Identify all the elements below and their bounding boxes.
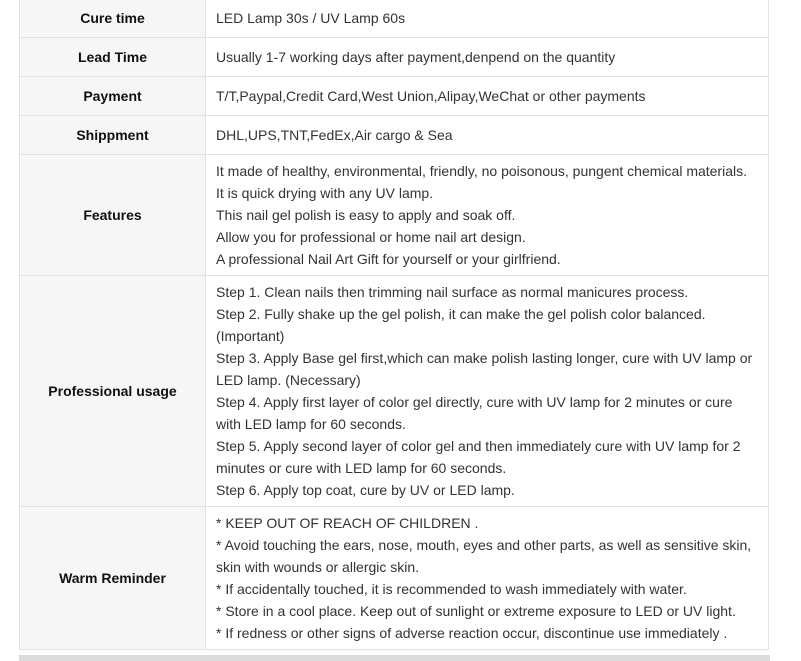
spec-value-line: This nail gel polish is easy to apply and soak off. — [216, 207, 516, 223]
spec-label: Features — [20, 155, 206, 276]
spec-row-professional-usage — [20, 276, 769, 507]
spec-value-line: T/T,Paypal,Credit Card,West Union,Alipay,WeChat or other payments — [216, 88, 646, 104]
spec-value — [206, 0, 769, 38]
spec-value-line: LED Lamp 30s / UV Lamp 60s — [216, 10, 406, 26]
spec-value — [206, 155, 769, 276]
spec-value-line: * Avoid touching the ears, nose, mouth, eyes and other parts, as well as sensitive skin, skin with wounds or allergic skin. — [216, 537, 752, 575]
spec-value-line: It made of healthy, environmental, friendly, no poisonous, pungent chemical materials. — [216, 163, 747, 179]
spec-label: Payment — [20, 77, 206, 116]
product-spec-table — [19, 0, 769, 650]
spec-value-line: Step 1. Clean nails then trimming nail surface as normal manicures process. — [216, 284, 689, 300]
spec-value-line: * KEEP OUT OF REACH OF CHILDREN . — [216, 515, 479, 531]
spec-value — [206, 276, 769, 507]
spec-value-line: DHL,UPS,TNT,FedEx,Air cargo & Sea — [216, 127, 453, 143]
spec-value-line: Step 4. Apply first layer of color gel directly, cure with UV lamp for 2 minutes or cure with LED lamp for 60 seconds. — [216, 394, 733, 432]
spec-row-lead-time — [20, 38, 769, 77]
spec-value — [206, 77, 769, 116]
table-bottom-border — [19, 655, 770, 661]
spec-value-line: * If accidentally touched, it is recommended to wash immediately with water. — [216, 581, 687, 597]
spec-value-line: It is quick drying with any UV lamp. — [216, 185, 434, 201]
spec-value-line: Step 5. Apply second layer of color gel and then immediately cure with UV lamp for 2 minutes or cure with LED lamp for 60 seconds. — [216, 438, 741, 476]
spec-row-shippment — [20, 116, 769, 155]
spec-value-line: Step 6. Apply top coat, cure by UV or LED lamp. — [216, 482, 515, 498]
spec-value-line: Step 2. Fully shake up the gel polish, it can make the gel polish color balanced. (Important) — [216, 306, 706, 344]
spec-label: Warm Reminder — [20, 507, 206, 650]
spec-value — [206, 38, 769, 77]
spec-row-payment — [20, 77, 769, 116]
spec-value-line: Usually 1-7 working days after payment,denpend on the quantity — [216, 49, 616, 65]
spec-value — [206, 116, 769, 155]
spec-label: Professional usage — [20, 276, 206, 507]
spec-value-line: A professional Nail Art Gift for yourself or your girlfriend. — [216, 251, 561, 267]
spec-value-line: * Store in a cool place. Keep out of sunlight or extreme exposure to LED or UV light. — [216, 603, 736, 619]
spec-label: Shippment — [20, 116, 206, 155]
spec-value-line: * If redness or other signs of adverse reaction occur, discontinue use immediately . — [216, 625, 728, 641]
spec-row-cure-time — [20, 0, 769, 38]
spec-value — [206, 507, 769, 650]
spec-row-features — [20, 155, 769, 276]
spec-label: Cure time — [20, 0, 206, 38]
spec-value-line: Step 3. Apply Base gel first,which can make polish lasting longer, cure with UV lamp or LED lamp. (Necessary) — [216, 350, 753, 388]
spec-label: Lead Time — [20, 38, 206, 77]
spec-value-line: Allow you for professional or home nail art design. — [216, 229, 526, 245]
spec-row-warm-reminder — [20, 507, 769, 650]
